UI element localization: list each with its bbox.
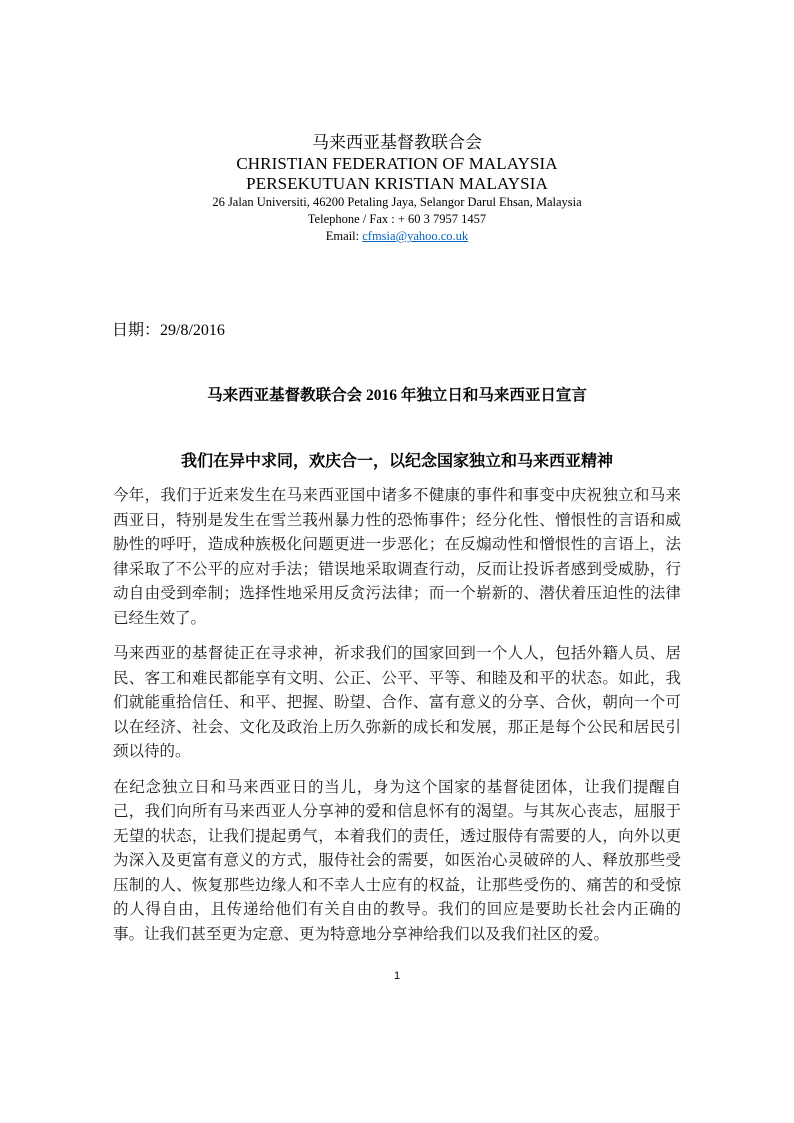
page-number: 1 (393, 970, 401, 982)
paragraph: 今年，我们于近来发生在马来西亚国中诸多不健康的事件和事变中庆祝独立和马来西亚日，特别是发生在雪兰莪州暴力性的恐怖事件；经分化性、憎恨性的言语和威胁性的呼吁，造成种族极化问题更进一步恶化；在反煽动性和憎恨性的言语上，法律采取了不公平的应对手法；错误地采取调查行动，反而让投诉者感到受威胁，行动自由受到牵制；选择性地采用反贪污法律；而一个崭新的、潜伏着压迫性的法律已经生效了。 (113, 486, 681, 627)
org-email-line (0, 228, 794, 245)
document-body (113, 483, 681, 957)
email-label: Email: (325, 229, 363, 243)
email-link[interactable]: cfmsia@yahoo.co.uk (362, 229, 469, 243)
org-address: 26 Jalan Universiti, 46200 Petaling Jaya, Selangor Darul Ehsan, Malaysia (212, 195, 582, 209)
org-name-chinese: 马来西亚基督教联合会 (312, 133, 482, 152)
paragraph: 在纪念独立日和马来西亚日的当儿，身为这个国家的基督徒团体，让我们提醒自己，我们向所有马来西亚人分享神的爱和信息怀有的渴望。与其灰心丧志，屈服于无望的状态，让我们提起勇气，本着我们的责任，透过服侍有需要的人，向外以更为深入及更富有意义的方式，服侍社会的需要，如医治心灵破碎的人、释放那些受压制的人、恢复那些边缘人和不幸人士应有的权益，让那些受伤的、痛苦的和受惊的人得自由，且传递给他们有关自由的教导。我们的回应是要助长社会内正确的事。让我们甚至更为定意、更为特意地分享神给我们以及我们社区的爱。 (113, 777, 681, 943)
org-telephone: Telephone / Fax : + 60 3 7957 1457 (307, 212, 487, 226)
document-title: 马来西亚基督教联合会 2016 年独立日和马来西亚日宣言 (207, 387, 587, 404)
org-name-malay: PERSEKUTUAN KRISTIAN MALAYSIA (246, 174, 548, 193)
letterhead (0, 132, 794, 245)
org-name-english: CHRISTIAN FEDERATION OF MALAYSIA (236, 154, 558, 173)
paragraph: 马来西亚的基督徒正在寻求神，祈求我们的国家回到一个人人，包括外籍人员、居民、客工和难民都能享有文明、公正、公平、平等、和睦及和平的状态。如此，我们就能重拾信任、和平、把握、盼望、合作、富有意义的分享、合伙，朝向一个可以在经济、社会、文化及政治上历久弥新的成长和发展，那正是每个公民和居民引颈以待的。 (113, 644, 681, 760)
document-date: 日期：29/8/2016 (112, 322, 225, 339)
document-subtitle: 我们在异中求同，欢庆合一，以纪念国家独立和马来西亚精神 (180, 453, 613, 470)
